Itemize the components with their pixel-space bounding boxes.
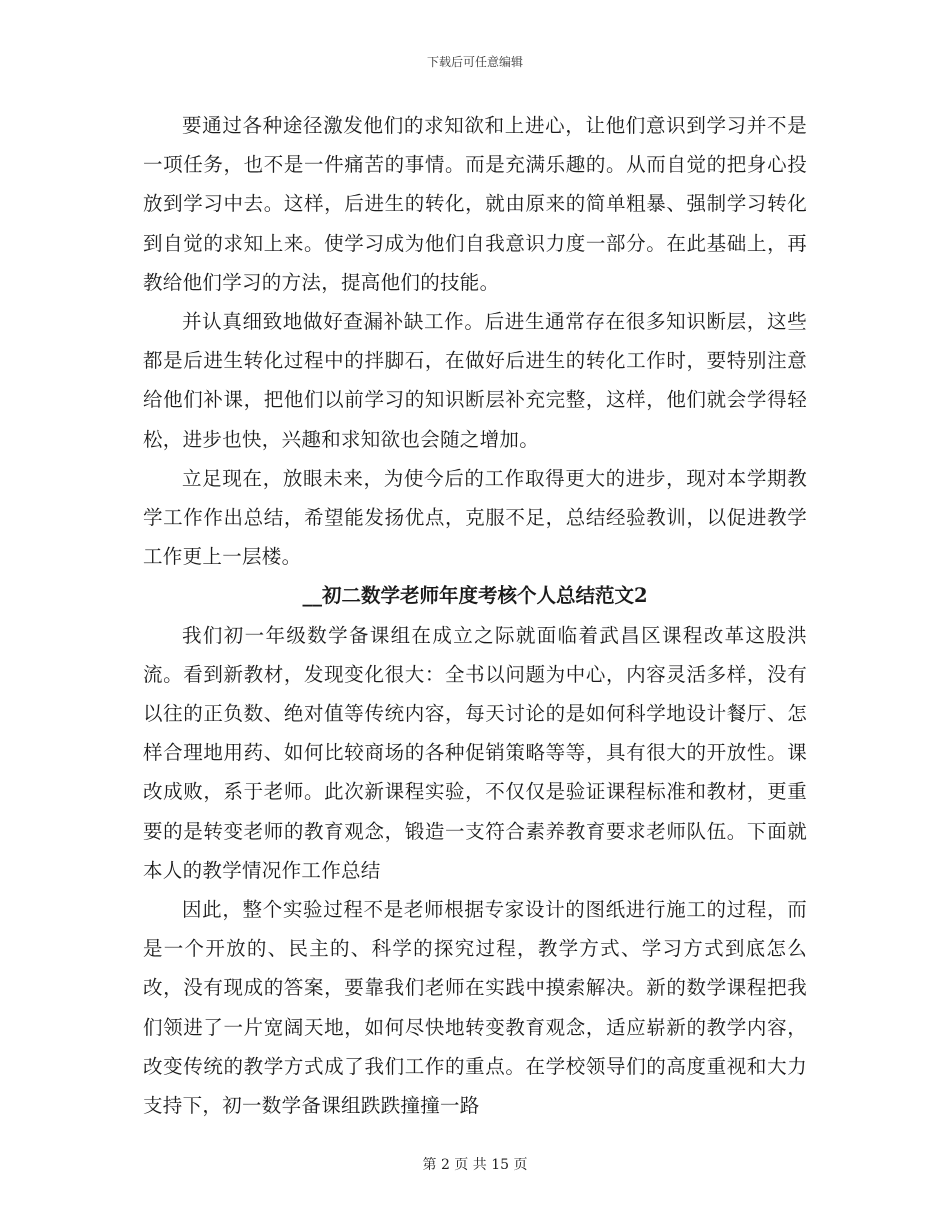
page-number: 第 2 页 共 15 页 [422,1157,528,1173]
paragraph-1: 要通过各种途径激发他们的求知欲和上进心，让他们意识到学习并不是一项任务，也不是一件痛苦的事情。而是充满乐趣的。从而自觉的把身心投放到学习中去。这样，后进生的转化，就由原来的简单粗暴、强制学习转化到自觉的求知上来。使学习成为他们自我意识力度一部分。在此基础上，再教给他们学习的方法，提高他们的技能。 [143,114,807,294]
paragraph-2: 并认真细致地做好查漏补缺工作。后进生通常存在很多知识断层，这些都是后进生转化过程中的拌脚石，在做好后进生的转化工作时，要特别注意给他们补课，把他们以前学习的知识断层补充完整，这样，他们就会学得轻松，进步也快，兴趣和求知欲也会随之增加。 [143,310,807,451]
document-body [143,106,807,1125]
page-header: 下载后可任意编辑 [426,55,523,69]
section-paragraph-1: 我们初一年级数学备课组在成立之际就面临着武昌区课程改革这股洪流。看到新教材，发现变化很大：全书以问题为中心，内容灵活多样，没有以往的正负数、绝对值等传统内容，每天讨论的是如何科学地设计餐厅、怎样合理地用药、如何比较商场的各种促销策略等等，具有很大的开放性。课改成败，系于老师。此次新课程实验，不仅仅是验证课程标准和教材，更重要的是转变老师的教育观念，锻造一支符合素养教育要求老师队伍。下面就本人的教学情况作工作总结 [143,623,807,882]
paragraph-3: 立足现在，放眼未来，为使今后的工作取得更大的进步，现对本学期教学工作作出总结，希望能发扬优点，克服不足，总结经验教训，以促进教学工作更上一层楼。 [143,466,807,569]
section-paragraph-2: 因此，整个实验过程不是老师根据专家设计的图纸进行施工的过程，而是一个开放的、民主的、科学的探究过程，教学方式、学习方式到底怎么改，没有现成的答案，要靠我们老师在实践中摸索解决。新的数学课程把我们领进了一片宽阔天地，如何尽快地转变教育观念，适应崭新的教学内容，改变传统的教学方式成了我们工作的重点。在学校领导们的高度重视和大力支持下，初一数学备课组跌跌撞撞一路 [143,898,807,1118]
section-title: __初二数学老师年度考核个人总结范文2 [302,584,648,608]
